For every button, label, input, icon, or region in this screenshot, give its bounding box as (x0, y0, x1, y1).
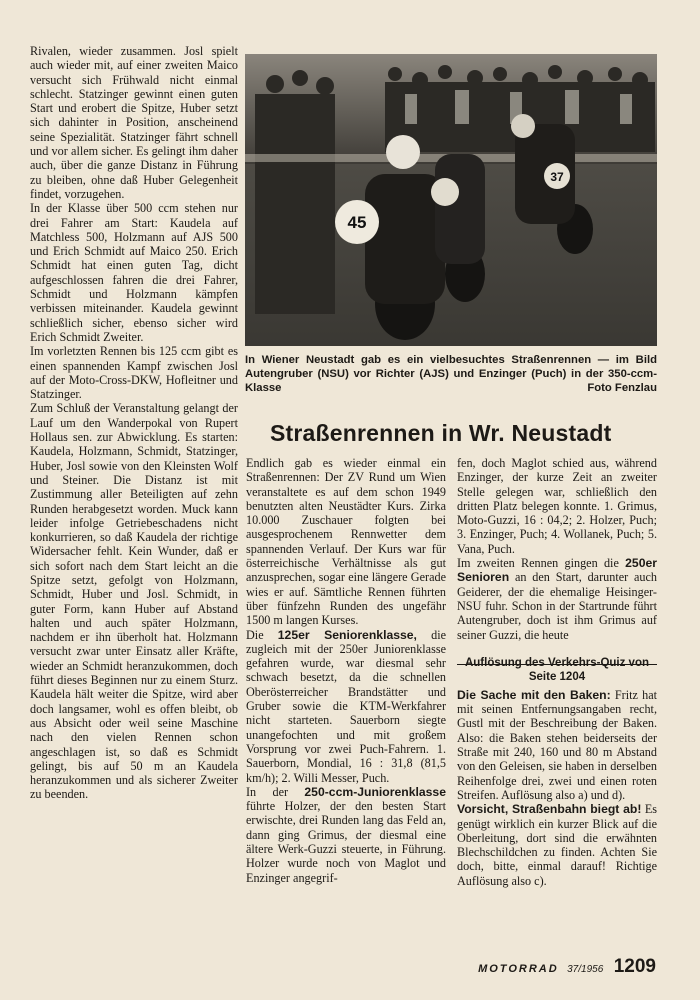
text-run: In der (246, 784, 289, 799)
photo-caption (245, 353, 657, 395)
right-text-column (457, 456, 657, 888)
text-run: Die (246, 627, 264, 642)
article-paragraph: Zum Schluß der Veranstaltung gelangt der Lauf um den Wanderpokal von Rupert Hollaus sen. zur Abwicklung. Es starten: Kaudela, Holzmann, Schmidt, Statzinger, Huber, Josl sowie von den Kleinsten Wolf und Steiner. Die Distanz ist mit Zustimmung aller Beteiligten auf zehn Runden herabgesetzt worden. Muck kann leider infolge Getriebeschadens nicht konkurrieren, so daß Kaudela der richtige Widersacher fehlt. Kein Wunder, daß er sich sofort nach dem Start leicht an die Spitze setzt, gefolgt von Holzmann, Schmidt, Huber und Josl. Schmidt, in guter Form, kann Huber auf Abstand halten und auch später Holzmann, nachdem er ihn überholt hat. Holzmann versucht zwar unter Einsatz aller Kräfte, wieder an Schmidt heranzukommen, doch führt dieses Beginnen nur zu einem Sturz. Kaudela hält weiter die Spitze, wird aber doch langsamer, wohl es offen bleibt, ob aus Absicht oder weil seine Maschine nach den vielen Rennen schon angeschlagen ist, so daß es Schmidt gelingt, bis auf 50 m an Kaudela heranzukommen und als sicherer Zweiter zu beenden. (30, 401, 238, 802)
issue-number: 37/1956 (567, 964, 604, 975)
quiz-solution-title: Auflösung des Verkehrs-Quiz von Seite 1204 (464, 656, 650, 683)
article-paragraph (457, 556, 657, 642)
text-run: Im zweiten Rennen gingen die (457, 556, 619, 571)
section-divider (457, 664, 657, 665)
rider-number-1: 45 (347, 213, 367, 232)
article-paragraph: Im vorletzten Rennen bis 125 ccm gibt es einen spannenden Kampf zwischen Josl auf der Moto-Cross-DKW, Hofleitner und Statzinger. (30, 344, 238, 402)
quiz-heading: Die Sache mit den Baken: (457, 687, 611, 702)
class-heading: 250er Senioren (457, 556, 657, 585)
left-text-column (30, 44, 238, 802)
middle-text-column (246, 456, 446, 885)
caption-text: In Wiener Neustadt gab es ein vielbesuchtes Straßenrennen — im Bild Autengruber (NSU) vor Richter (AJS) und Enzinger (Puch) in der 350-ccm-Klasse (245, 354, 657, 394)
page-number: 1209 (613, 956, 656, 977)
quiz-heading: Vorsicht, Straßenbahn biegt ab! (457, 802, 642, 817)
text-run: Es genügt wirklich ein kurzer Blick auf die Oberleitung, dort sind die erwähnten Blechschildchen zu finden. Achten Sie doch, bitte, einmal darauf! Richtige Auflösung also c). (457, 802, 657, 888)
class-heading: 250-ccm-Juniorenklasse (304, 784, 446, 799)
article-paragraph: fen, doch Maglot schied aus, während Enzinger, der kurze Zeit an zweiter Stelle gelegen war, schließlich den dritten Platz belegen konnte. 1. Grimus, Moto-Guzzi, 16 : 04,2; 2. Holzer, Puch; 3. Enzinger, Puch; 4. Wollanek, Puch; 5. Vana, Puch. (457, 456, 657, 556)
page-footer (478, 956, 656, 978)
text-run: Fritz hat mit seinen Entfernungsangaben recht, Gustl mit der Beschreibung der Baken. Also: die Baken stehen beiderseits der Straße mit 240, 160 und 80 m Abstand von den Geleisen, sie haben in derselben Reihenfolge drei, zwei und einen roten Streifen. Auflösung also a) und d). (457, 687, 657, 802)
text-run: führte Holzer, der den besten Start erwischte, drei Runden lang das Feld an, dann ging Grimus, der diesmal eine ältere Werk-Guzzi steuerte, in Führung. Holzer wurde noch von Maglot und Enzinger angegrif- (246, 799, 446, 885)
photo-credit: Foto Fenzlau (587, 382, 657, 394)
article-paragraph: Rivalen, wieder zusammen. Josl spielt auch wieder mit, auf einer zweiten Maico versucht sich Frühwald nicht einmal schlecht. Statzinger gewinnt einen guten Start und erobert die Spitze, Huber setzt sich dahinter in Position, anscheinend seine Spezialität. Statzinger fährt schnell und vor allem sicher. Es gelingt ihm daher auch, über die ganze Distanz in Führung zu bleiben, ohne daß Huber Gelegenheit findet, vorzugehen. (30, 44, 238, 201)
text-run: an den Start, darunter auch Geiderer, der die ehemalige Heisinger-NSU fuhr. Schon in der Startrunde führt Autengruber, doch ist ihm Grimus auf seiner Guzzi, die heute (457, 570, 657, 642)
article-headline: Straßenrennen in Wr. Neustadt (270, 420, 612, 446)
magazine-name: MOTORRAD (478, 963, 559, 975)
race-photo (245, 54, 657, 346)
quiz-paragraph (457, 802, 657, 888)
article-paragraph (246, 628, 446, 785)
class-heading: 125er Seniorenklasse, (277, 627, 417, 642)
rider-number-2: 37 (550, 170, 564, 184)
quiz-paragraph (457, 688, 657, 802)
text-run: die zugleich mit der 250er Juniorenklasse gefahren wurde, war diesmal sehr schwach besetzt, da die schnellen Oberösterreicher Brandstätter und Gruber sowie die KTM-Werkfahrer nicht starteten. Sauerborn siegte unangefochten und mit großem Vorsprung vor zwei Puch-Fahrern. 1. Sauerborn, Mondial, 16 : 31,8 (81,5 km/h); 2. Willi Messer, Puch. (246, 627, 447, 785)
article-paragraph: Endlich gab es wieder einmal ein Straßenrennen: Der ZV Rund um Wien veranstaltete es auf dem schon 1949 benutzten alten Neustädter Kurs. Zirka 10.000 Zuschauer folgten bei ausgesprochenem Rennwetter dem spannenden Verlauf. Der Kurs war für österreichische Verhältnisse als gut anzusprechen, sogar eine längere Gerade wies er auf. Sämtliche Rennen führten über fünfzehn Runden des ungefähr 1500 m langen Kurses. (246, 456, 446, 628)
article-paragraph: In der Klasse über 500 ccm stehen nur drei Fahrer am Start: Kaudela auf Matchless 500, Holzmann auf AJS 500 und Erich Schmidt auf Maico 250. Erich Schmidt hat einen guten Tag, dicht aufgeschlossen fahren die drei Fahrer, Schmidt und Holzmann kämpfen verbissen miteinander. Kaudela gewinnt schließlich sicher, ebenso sicher wird Erich Schmidt Zweiter. (30, 201, 238, 344)
race-photo-illustration (245, 54, 657, 346)
article-paragraph (246, 785, 446, 885)
